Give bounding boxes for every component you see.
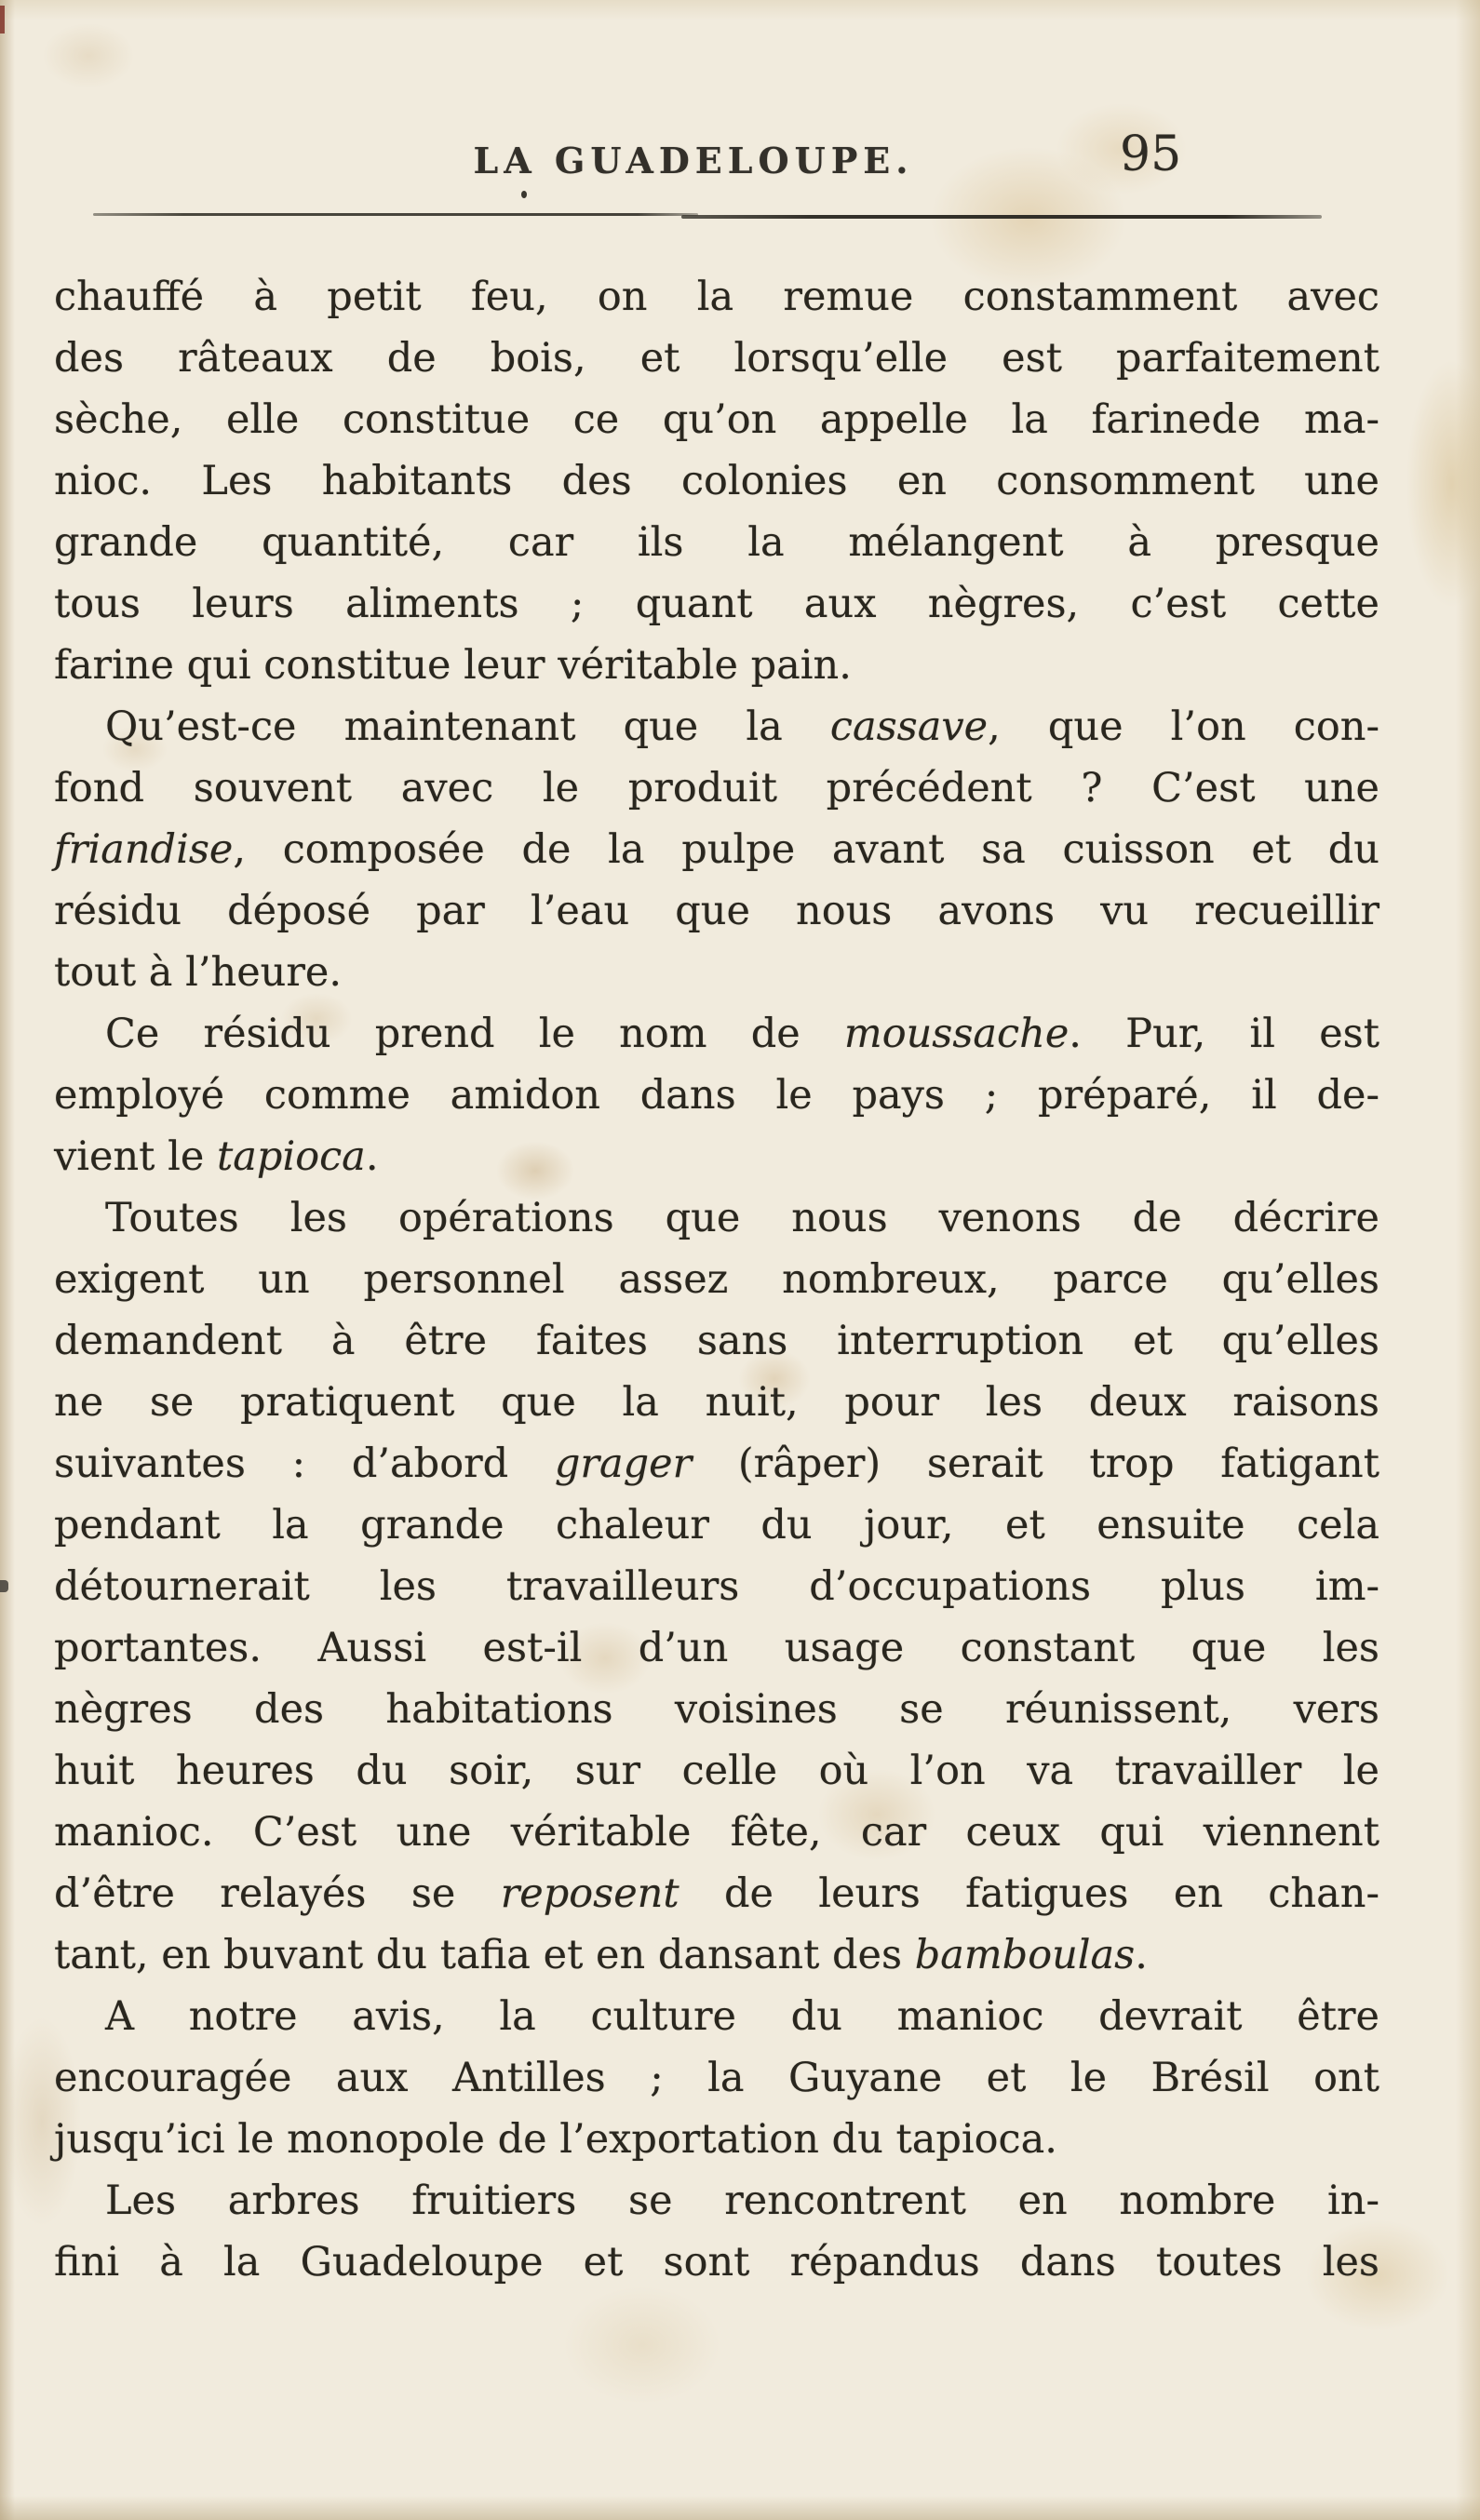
text-segment: .	[1135, 1932, 1148, 1978]
text-line	[54, 1740, 1379, 1802]
text-line	[54, 1802, 1379, 1863]
text-line	[54, 512, 1379, 573]
edge-mark	[0, 6, 5, 34]
text-line	[54, 1495, 1379, 1556]
text-segment: demandent à être faites sans interruption et qu’elles	[54, 1318, 1379, 1364]
page-number: 95	[1120, 127, 1182, 182]
ink-speck	[521, 191, 527, 198]
text-segment: grande quantité, car ils la mélangent à presque	[54, 519, 1379, 566]
text-segment: exigent un personnel assez nombreux, parce qu’elles	[54, 1256, 1379, 1303]
text-line	[54, 1679, 1379, 1740]
text-line	[54, 1126, 1379, 1187]
text-segment: employé comme amidon dans le pays ; préparé, il de-	[54, 1072, 1379, 1119]
running-header-title: LA GUADELOUPE.	[473, 140, 914, 181]
text-line	[54, 1986, 1379, 2047]
text-line	[54, 1187, 1379, 1249]
text-line	[54, 1003, 1379, 1065]
text-line	[54, 1310, 1379, 1372]
text-segment: des râteaux de bois, et lorsqu’elle est parfaitement	[54, 335, 1379, 382]
text-segment: résidu déposé par l’eau que nous avons vu recueillir	[54, 888, 1379, 934]
text-line	[54, 1372, 1379, 1433]
text-line	[54, 1556, 1379, 1617]
text-segment: Les arbres fruitiers se rencontrent en nombre in-	[105, 2178, 1379, 2224]
text-line	[54, 2232, 1379, 2293]
text-segment: nioc. Les habitants des colonies en consomment une	[54, 458, 1379, 504]
text-line	[54, 635, 1379, 696]
text-line	[54, 2047, 1379, 2109]
italic-term: tapioca	[217, 1133, 366, 1180]
header-rule-right	[681, 215, 1322, 219]
text-segment: vient le	[54, 1133, 218, 1180]
text-segment: tout à l’heure.	[54, 949, 343, 996]
text-line	[54, 1249, 1379, 1310]
text-segment: , composée de la pulpe avant sa cuisson et du	[233, 826, 1379, 873]
text-line	[54, 389, 1379, 450]
text-line	[54, 1924, 1379, 1986]
text-segment: nègres des habitations voisines se réunissent, vers	[54, 1686, 1379, 1733]
text-segment: de leurs fatigues en chan-	[679, 1870, 1379, 1917]
text-line	[54, 1863, 1379, 1924]
text-segment: pendant la grande chaleur du jour, et ensuite cela	[54, 1502, 1379, 1548]
text-line	[54, 573, 1379, 635]
text-segment: . Pur, il est	[1069, 1011, 1379, 1057]
text-line	[54, 819, 1379, 880]
text-line	[54, 696, 1379, 757]
body-text	[54, 266, 1379, 2293]
text-segment: sèche, elle constitue ce qu’on appelle la farinede ma-	[54, 396, 1379, 443]
text-line	[54, 1065, 1379, 1126]
text-segment: Qu’est-ce maintenant que la	[105, 704, 830, 750]
text-line	[54, 328, 1379, 389]
italic-term: friandise	[54, 826, 234, 873]
text-line	[54, 1433, 1379, 1495]
text-segment: jusqu’ici le monopole de l’exportation du tapioca.	[54, 2116, 1057, 2163]
text-line	[54, 450, 1379, 512]
text-segment: (râper) serait trop fatigant	[692, 1441, 1380, 1487]
text-line	[54, 2170, 1379, 2232]
text-line	[54, 1617, 1379, 1679]
text-segment: fini à la Guadeloupe et sont répandus dans toutes les	[54, 2239, 1379, 2285]
text-segment: farine qui constitue leur véritable pain.	[54, 642, 852, 689]
italic-term: reposent	[500, 1870, 679, 1917]
text-segment: A notre avis, la culture du manioc devrait être	[105, 1993, 1379, 2040]
text-segment: , que l’on con-	[988, 704, 1379, 750]
text-line	[54, 266, 1379, 328]
header-rule-left	[93, 213, 698, 216]
italic-term: cassave	[829, 704, 989, 750]
text-segment: Ce résidu prend le nom de	[105, 1011, 844, 1057]
text-segment: huit heures du soir, sur celle où l’on va travailler le	[54, 1748, 1379, 1794]
text-segment: fond souvent avec le produit précédent ? C’est une	[54, 765, 1379, 811]
text-segment: ne se pratiquent que la nuit, pour les deux raisons	[54, 1379, 1379, 1426]
text-line	[54, 2109, 1379, 2170]
text-segment: suivantes : d’abord	[54, 1441, 555, 1487]
text-line	[54, 880, 1379, 942]
text-segment: tant, en buvant du tafia et en dansant des	[54, 1932, 915, 1978]
text-segment: portantes. Aussi est-il d’un usage constant que les	[54, 1625, 1379, 1671]
text-segment: encouragée aux Antilles ; la Guyane et le Brésil ont	[54, 2055, 1379, 2101]
italic-term: bamboulas	[914, 1932, 1136, 1978]
text-segment: d’être relayés se	[54, 1870, 501, 1917]
text-line	[54, 942, 1379, 1003]
text-segment: tous leurs aliments ; quant aux nègres, c’est cette	[54, 581, 1379, 627]
text-line	[54, 757, 1379, 819]
italic-term: grager	[554, 1441, 693, 1487]
text-segment: détournerait les travailleurs d’occupations plus im-	[54, 1563, 1379, 1610]
edge-mark	[0, 1580, 8, 1592]
italic-term: moussache	[843, 1011, 1070, 1057]
text-segment: .	[365, 1133, 379, 1180]
text-segment: Toutes les opérations que nous venons de décrire	[105, 1195, 1379, 1241]
text-segment: chauffé à petit feu, on la remue constamment avec	[54, 274, 1379, 320]
text-segment: manioc. C’est une véritable fête, car ceux qui viennent	[54, 1809, 1379, 1856]
